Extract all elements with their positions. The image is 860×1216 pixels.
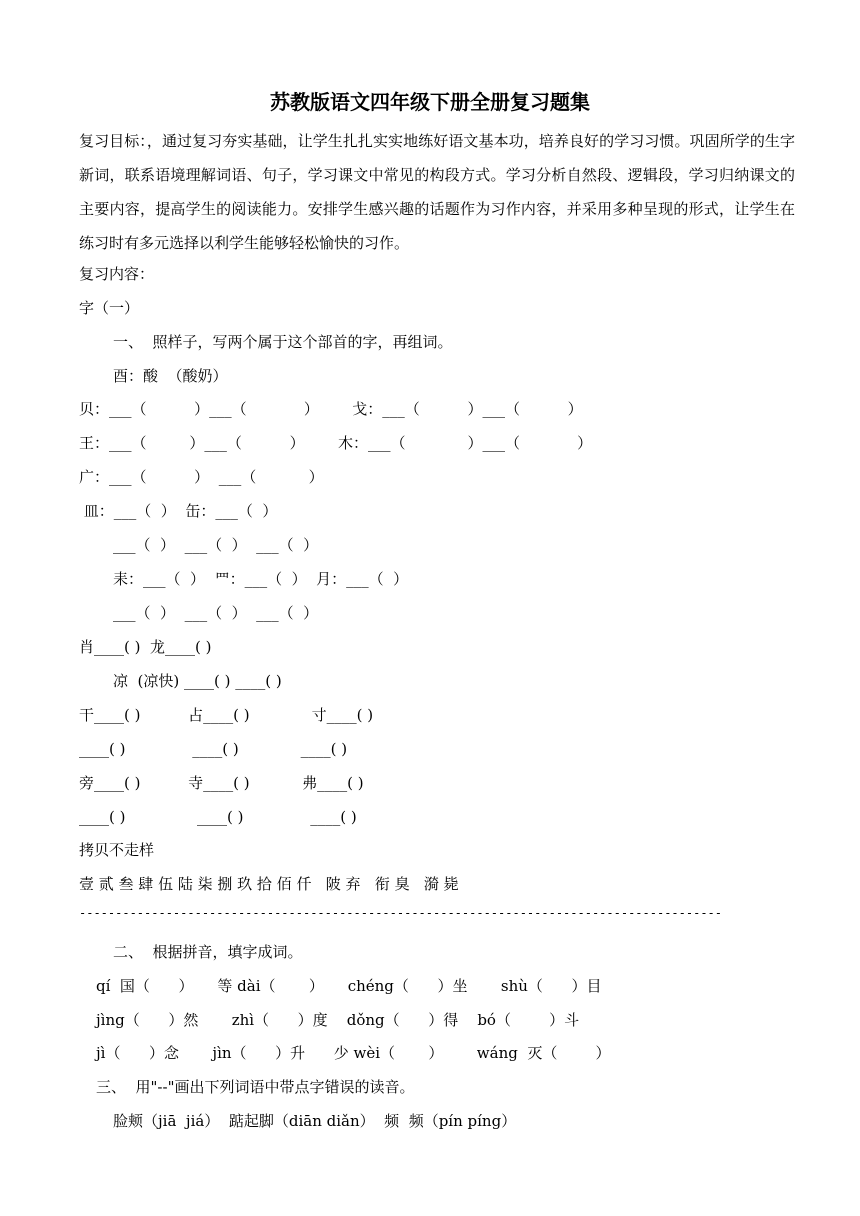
- exercise-2-row: qí 国（ ） 等 dài（ ） chéng（ ）坐 shù（ ）目: [96, 977, 602, 995]
- exercise-1-row: 广：___（ ） ___（ ）: [79, 468, 324, 486]
- document-title: 苏教版语文四年级下册全册复习题集: [270, 90, 590, 114]
- exercise-2-row: jìng（ ）然 zhì（ ）度 dǒng（ ）得 bó（ ）斗: [96, 1011, 580, 1029]
- exercise-1-row: 耒：___（ ） 罒：___（ ） 月：___（ ）: [113, 570, 409, 588]
- exercise-3-instruction: 三、 用"--"画出下列词语中带点字错误的读音。: [96, 1078, 415, 1096]
- exercise-1-row: 凉 (凉快) ____( ) ____( ): [113, 672, 282, 690]
- exercise-1-row: ___（ ） ___（ ） ___（ ）: [113, 604, 319, 622]
- exercise-1-row: 肖____( ) 龙____( ): [79, 638, 212, 656]
- exercise-1-row: 皿：___（ ） 缶：___（ ）: [79, 502, 278, 520]
- review-content-heading: 复习内容：: [79, 265, 155, 283]
- section-heading-characters: 字（一）: [79, 299, 140, 317]
- exercise-1-row: ___（ ） ___（ ） ___（ ）: [113, 536, 319, 554]
- exercise-1-row: 王：___（ ）___（ ） 木：___（ ）___（ ）: [79, 434, 593, 452]
- copy-characters: 壹 贰 叁 肆 伍 陆 柒 捌 玖 拾 佰 仟 陂 弃 衔 臭 漪 毙: [79, 875, 459, 893]
- exercise-1-row: ____( ) ____( ) ____( ): [79, 808, 357, 826]
- exercise-1-example: 酉：酸 （酸奶）: [113, 367, 228, 385]
- exercise-1-instruction: 一、 照样子，写两个属于这个部首的字，再组词。: [113, 333, 453, 351]
- review-objective-paragraph: 复习目标：，通过复习夯实基础，让学生扎扎实实地练好语文基本功，培养良好的学习习惯。巩固所学的生字新词，联系语境理解词语、句子，学习课文中常见的构段方式。学习分析自然段、逻辑段，学习归纳课文的主要内容，提高学生的阅读能力。安排学生感兴趣的话题作为习作内容，并采用多种呈现的形式，让学生在练习时有多元选择以利学生能够轻松愉快的习作。: [79, 132, 795, 252]
- exercise-2-instruction: 二、 根据拼音，填字成词。: [113, 943, 303, 961]
- divider-line: -----------------------------------------------------------------------------------------: [79, 906, 722, 920]
- exercise-1-row: 旁____( ) 寺____( ) 弗____( ): [79, 774, 364, 792]
- exercise-3-row: 脸颊（jiā jiá） 踮起脚（diān diǎn） 频 频（pín píng）: [113, 1112, 517, 1130]
- exercise-2-row: jì（ ）念 jìn（ ）升 少 wèi（ ） wáng 灭（ ）: [96, 1044, 611, 1062]
- copy-heading: 拷贝不走样: [79, 841, 155, 859]
- exercise-1-row: ____( ) ____( ) ____( ): [79, 740, 348, 758]
- exercise-1-row: 干____( ) 占____( ) 寸____( ): [79, 706, 374, 724]
- exercise-1-row: 贝：___（ ）___（ ） 戈：___（ ）___（ ）: [79, 400, 583, 418]
